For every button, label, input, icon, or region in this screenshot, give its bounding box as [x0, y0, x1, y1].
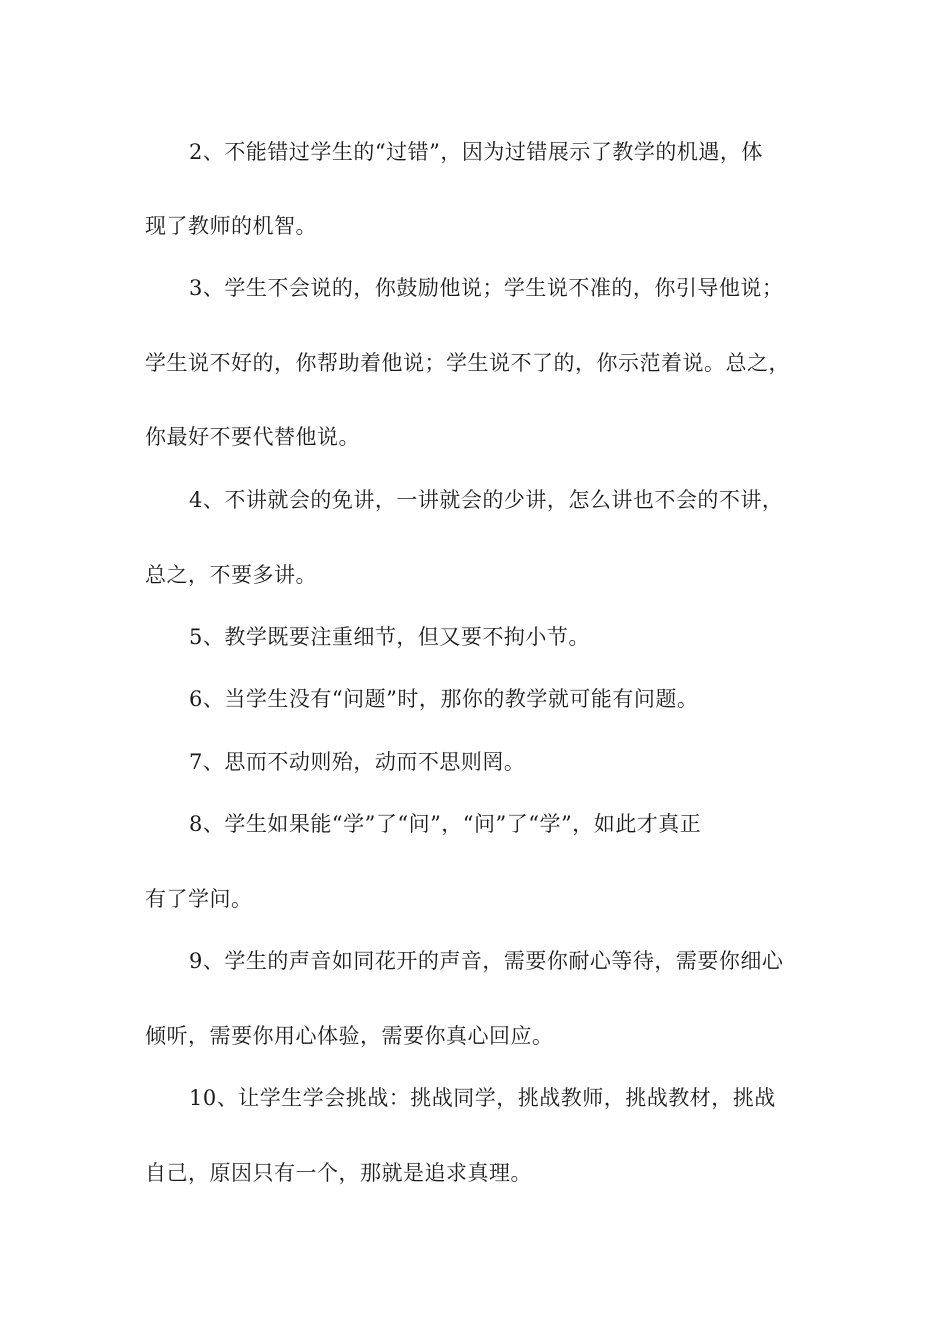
- paragraph-2-line-1: 2、不能错过学生的“过错”，因为过错展示了教学的机遇，体: [189, 140, 763, 164]
- paragraph-9-line-1: 9、学生的声音如同花开的声音，需要你耐心等待，需要你细心: [189, 949, 784, 973]
- paragraph-8-line-1: 8、学生如果能“学”了“问”，“问”了“学”，如此才真正: [189, 812, 702, 836]
- paragraph-5-line-1: 5、教学既要注重细节，但又要不拘小节。: [189, 625, 590, 649]
- paragraph-3-line-2: 学生说不好的，你帮助着他说；学生说不了的，你示范着说。总之，: [145, 351, 790, 375]
- paragraph-3-line-3: 你最好不要代替他说。: [145, 425, 360, 449]
- paragraph-10-line-1: 10、让学生学会挑战：挑战同学，挑战教师，挑战教材，挑战: [189, 1086, 776, 1110]
- paragraph-3-line-1: 3、学生不会说的，你鼓励他说；学生说不准的，你引导他说；: [189, 276, 784, 300]
- paragraph-2-line-2: 现了教师的机智。: [145, 214, 317, 238]
- paragraph-4-line-2: 总之，不要多讲。: [145, 563, 317, 587]
- paragraph-9-line-2: 倾听，需要你用心体验，需要你真心回应。: [145, 1024, 554, 1048]
- paragraph-7-line-1: 7、思而不动则殆，动而不思则罔。: [189, 750, 526, 774]
- paragraph-8-line-2: 有了学问。: [145, 887, 253, 911]
- paragraph-10-line-2: 自己，原因只有一个，那就是追求真理。: [145, 1161, 532, 1185]
- paragraph-6-line-1: 6、当学生没有“问题”时，那你的教学就可能有问题。: [189, 687, 699, 711]
- paragraph-4-line-1: 4、不讲就会的免讲，一讲就会的少讲，怎么讲也不会的不讲，: [189, 488, 784, 512]
